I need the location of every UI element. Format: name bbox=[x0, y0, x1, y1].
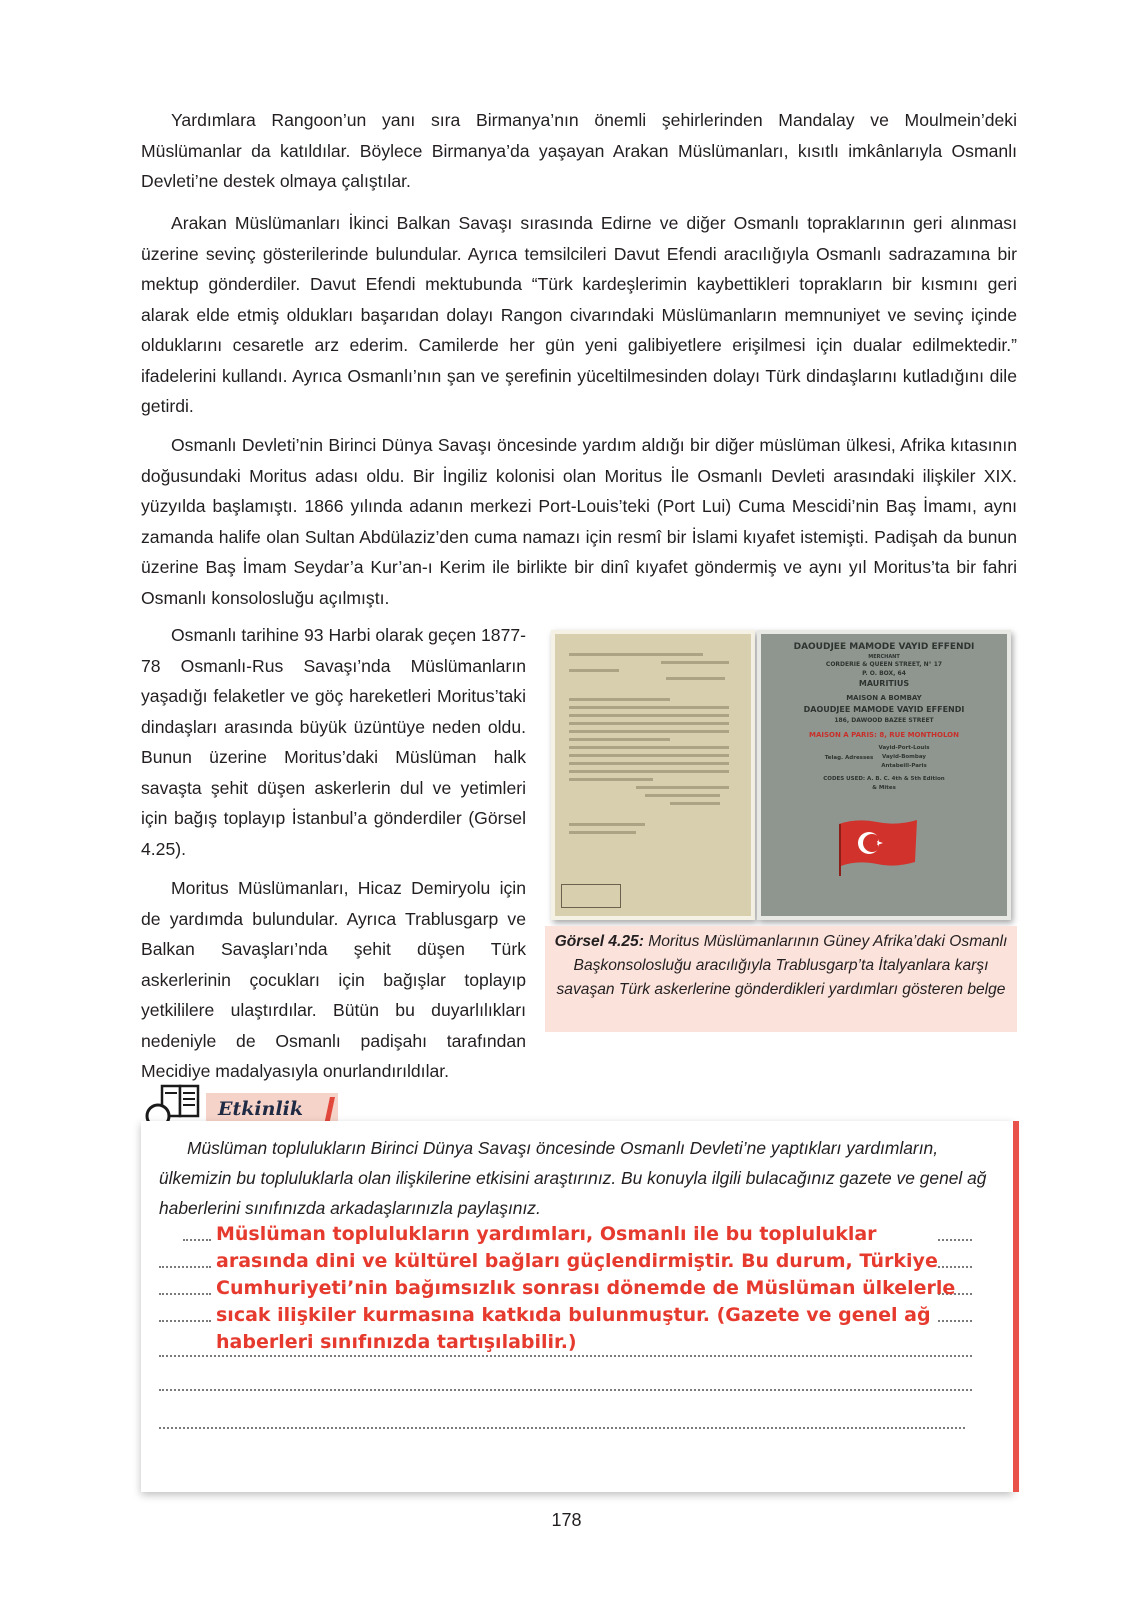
letterhead-telag: Telag. Adresses bbox=[824, 755, 874, 761]
answer-line bbox=[159, 1293, 211, 1295]
archive-stamp bbox=[561, 884, 621, 908]
figure-caption bbox=[545, 926, 1017, 1032]
letterhead-name-2: DAOUDJEE MAMODE VAYID EFFENDI bbox=[803, 705, 965, 714]
letterhead-addr-1: Vayid-Port-Louis bbox=[878, 745, 930, 751]
letterhead-bombay: MAISON A BOMBAY bbox=[846, 694, 922, 702]
letterhead-street-2: 186, DAWOOD BAZEE STREET bbox=[834, 717, 934, 724]
paragraph-3: Osmanlı Devleti’nin Birinci Dünya Savaşı öncesinde yardım aldığı bir diğer müslüman ülkesi, Afrika kıtasının doğusundaki Moritus adası oldu. Bir İngiliz kolonisi olan Moritus İle Osmanlı Devleti arasındaki ilişkiler XIX. yüzyılda başlamıştı. 1866 yılında adanın merkezi Port-Louis’teki (Port Lui) Cuma Mescidi’nin Baş İmamı, aynı zamanda halife olan Sultan Abdülaziz’den cuma namazı için resmî bir İslami kıyafet istemişti. Padişah da bunun üzerine Baş İmam Seydar’a Kur’an-ı Kerim ile birlikte bir dinî kıyafet göndermiş ve aynı yıl Moritus’ta bir fahri Osmanlı konsolosluğu açılmıştı. bbox=[141, 435, 1017, 608]
page-number: 178 bbox=[551, 1510, 582, 1530]
letterhead-country: MAURITIUS bbox=[858, 679, 910, 688]
ottoman-letter-document bbox=[551, 630, 755, 920]
activity-title: Etkinlik bbox=[218, 1098, 304, 1120]
paragraph-4: Osmanlı tarihine 93 Harbi olarak geçen 1877-78 Osmanlı-Rus Savaşı’nda Müslümanların yaşadığı felaketler ve göç hareketleri Moritus’taki dindaşları arasında büyük üzüntüye neden oldu. Bunun üzerine Moritus’daki Müslüman halk savaşta şehit düşen askerlerin dul ve yetimleri için bağış toplayıp İstanbul’a gönderdiler (Görsel 4.25). bbox=[141, 625, 527, 859]
answer-line bbox=[159, 1427, 965, 1429]
activity-box bbox=[141, 1121, 1013, 1492]
caption-label: Görsel 4.25: bbox=[554, 933, 644, 950]
activity-accent-bar bbox=[1013, 1121, 1019, 1492]
letterhead-mites: & Mites bbox=[872, 785, 896, 791]
answer-line bbox=[183, 1239, 211, 1241]
paragraph-2: Arakan Müslümanları İkinci Balkan Savaşı sırasında Edirne ve diğer Osmanlı topraklarının geri alınması üzerine sevinç gösterilerinde bulundular. Ayrıca temsilcileri Davut Efendi aracılığıyla Osmanlı sadrazamına bir mektup gönderdiler. Davut Efendi mektubunda “Türk kardeşlerimin kaybettikleri toprakların bir kısmını geri alarak elde etmiş oldukları başarıdan dolayı Rangon civarındaki Müslümanların memnuniyet ve sevinç içinde olduklarını cesaretle arz ederim. Camilerde her gün yeni galibiyetlere erişilmesi için dualar edilmektedir.” ifadelerini kullandı. Ayrıca Osmanlı’nın şan ve şerefinin yüceltilmesinden dolayı Türk dindaşlarını kutladığını dile getirdi. bbox=[141, 213, 1017, 416]
letterhead-addr-3: Antabeill-Paris bbox=[881, 763, 927, 769]
answer-line bbox=[159, 1389, 972, 1391]
letterhead-paris: MAISON A PARIS: 8, RUE MONTHOLON bbox=[809, 731, 959, 739]
letterhead-street: CORDERIE & QUEEN STREET, N° 17 bbox=[825, 661, 943, 668]
answer-line bbox=[159, 1266, 211, 1268]
letterhead-merchant: MERCHANT bbox=[868, 654, 900, 660]
turkish-flag-icon bbox=[837, 816, 919, 876]
caption-text: Moritus Müslümanlarının Güney Afrika’daki Osmanlı Başkonsolosluğu aracılığıyla Trablusgarp’ta İtalyanlara karşı savaşan Türk askerlerine gönderdikleri yardımları gösteren belge bbox=[556, 933, 1008, 998]
activity-answer: Müslüman toplulukların yardımları, Osmanlı ile bu topluluklar arasında dini ve kültürel bağları güçlendirmiştir. Bu durum, Türkiye Cumhuriyeti’nin bağımsızlık sonrası dönemde de Müslüman ülkelerle sıcak ilişkiler kurmasına katkıda bulunmuştur. (Gazete ve genel ağ haberleri sınıfınızda tartışılabilir.) bbox=[216, 1223, 956, 1353]
letterhead-codes: CODES USED: A. B. C. 4th & 5th Edition bbox=[823, 776, 945, 782]
paragraph-1: Yardımlara Rangoon’un yanı sıra Birmanya’nın önemli şehirlerinden Mandalay ve Moulmein’deki Müslümanlar da katıldılar. Böylece Birmanya’da yaşayan Arakan Müslümanları, kısıtlı imkânlarıyla Osmanlı Devleti’ne destek olmaya çalıştılar. bbox=[141, 110, 1017, 191]
mauritius-letterhead-document bbox=[757, 630, 1011, 920]
paragraph-5: Moritus Müslümanları, Hicaz Demiryolu için de yardımda bulundular. Ayrıca Trablusgarp ve Balkan Savaşları’nda şehit düşen Türk askerlerinin çocukları için bağışlar toplayıp yetkililere ulaştırdılar. Bütün bu duyarlılıkları nedeniyle de Osmanlı padişahı tarafından Mecidiye madalyasıyla onurlandırıldılar. bbox=[141, 878, 526, 1081]
activity-prompt: Müslüman toplulukların Birinci Dünya Savaşı öncesinde Osmanlı Devleti’ne yaptıkları yardımların, ülkemizin bu topluluklarla olan ilişkilerine etkisini araştırınız. Bu konuyla ilgili bulacağınız gazete ve genel ağ haberlerini sınıfınızda arkadaşlarınızla paylaşınız. bbox=[159, 1138, 987, 1218]
letterhead-box: P. O. BOX, 64 bbox=[862, 670, 906, 677]
answer-line bbox=[159, 1320, 211, 1322]
letterhead-addr-2: Vayid-Bombay bbox=[882, 754, 926, 760]
letterhead-name: DAOUDJEE MAMODE VAYID EFFENDI bbox=[793, 642, 975, 652]
